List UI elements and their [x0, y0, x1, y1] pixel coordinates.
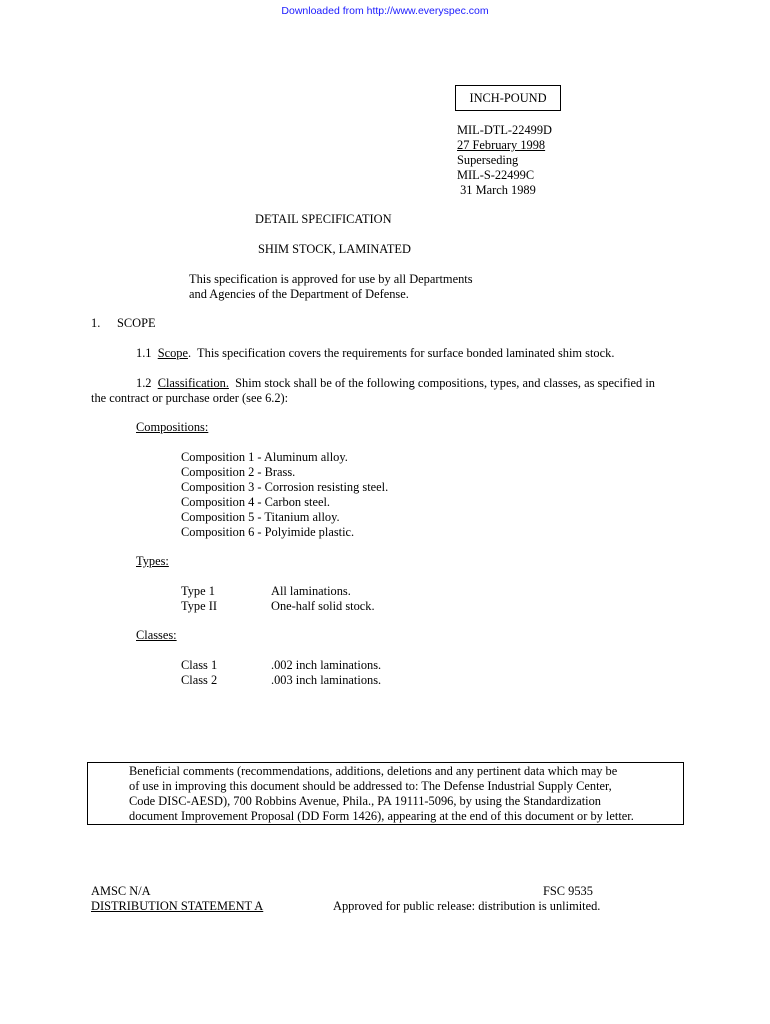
amsc-label: AMSC N/A — [91, 884, 151, 898]
paragraph-1-2 — [136, 376, 655, 391]
inch-pound-box — [455, 85, 561, 111]
fsc-code: FSC 9535 — [543, 884, 593, 898]
composition-item: Composition 6 - Polyimide plastic. — [181, 525, 355, 539]
composition-item: Composition 1 - Aluminum alloy. — [181, 450, 348, 464]
section-number: 1. — [91, 316, 101, 330]
comments-line: of use in improving this document should be addressed to: The Defense Industrial Supply Center, — [129, 779, 612, 793]
release-statement: Approved for public release: distribution is unlimited. — [333, 899, 601, 913]
section-heading: SCOPE — [117, 316, 156, 330]
type-description: All laminations. — [271, 584, 351, 598]
approval-statement-line-2: and Agencies of the Department of Defense. — [189, 287, 409, 301]
class-name: Class 2 — [181, 673, 218, 687]
paragraph-number: 1.1 — [136, 346, 152, 360]
paragraph-title: Classification. — [157, 376, 229, 390]
specification-type: DETAIL SPECIFICATION — [255, 212, 392, 226]
paragraph-number: 1.2 — [136, 376, 152, 390]
approval-statement-line-1: This specification is approved for use by all Departments — [189, 272, 473, 286]
page-title: SHIM STOCK, LAMINATED — [258, 242, 411, 256]
paragraph-text: . This specification covers the requirements for surface bonded laminated shim stock. — [187, 346, 615, 360]
composition-item: Composition 4 - Carbon steel. — [181, 495, 331, 509]
inch-pound-label: INCH-POUND — [469, 90, 547, 105]
paragraph-1-1 — [136, 346, 614, 361]
paragraph-1-2-continuation: the contract or purchase order (see 6.2): — [91, 391, 289, 405]
composition-item: Composition 5 - Titanium alloy. — [181, 510, 340, 524]
paragraph-title: Scope — [157, 346, 188, 360]
composition-item: Composition 3 - Corrosion resisting steel. — [181, 480, 389, 494]
type-name: Type II — [181, 599, 217, 613]
superseded-document-id: MIL-S-22499C — [457, 168, 535, 182]
paragraph-text: Shim stock shall be of the following compositions, types, and classes, as specified in — [228, 376, 655, 390]
compositions-heading: Compositions: — [136, 420, 209, 434]
types-heading: Types: — [136, 554, 169, 568]
superseded-document-date: 31 March 1989 — [457, 183, 536, 197]
download-link[interactable]: Downloaded from http://www.everyspec.com — [281, 5, 489, 17]
comments-line: document Improvement Proposal (DD Form 1426), appearing at the end of this document or by letter. — [129, 809, 634, 823]
distribution-statement: DISTRIBUTION STATEMENT A — [91, 899, 264, 913]
classes-heading: Classes: — [136, 628, 177, 642]
superseding-label: Superseding — [457, 153, 519, 167]
class-description: .002 inch laminations. — [271, 658, 382, 672]
comments-line: Beneficial comments (recommendations, additions, deletions and any pertinent data which may be — [129, 764, 618, 778]
comments-line: Code DISC-AESD), 700 Robbins Avenue, Phila., PA 19111-5096, by using the Standardization — [129, 794, 601, 808]
document-id: MIL-DTL-22499D — [457, 123, 552, 137]
class-description: .003 inch laminations. — [271, 673, 382, 687]
type-name: Type 1 — [181, 584, 215, 598]
type-description: One-half solid stock. — [271, 599, 375, 613]
document-date: 27 February 1998 — [457, 138, 546, 152]
composition-item: Composition 2 - Brass. — [181, 465, 296, 479]
class-name: Class 1 — [181, 658, 218, 672]
